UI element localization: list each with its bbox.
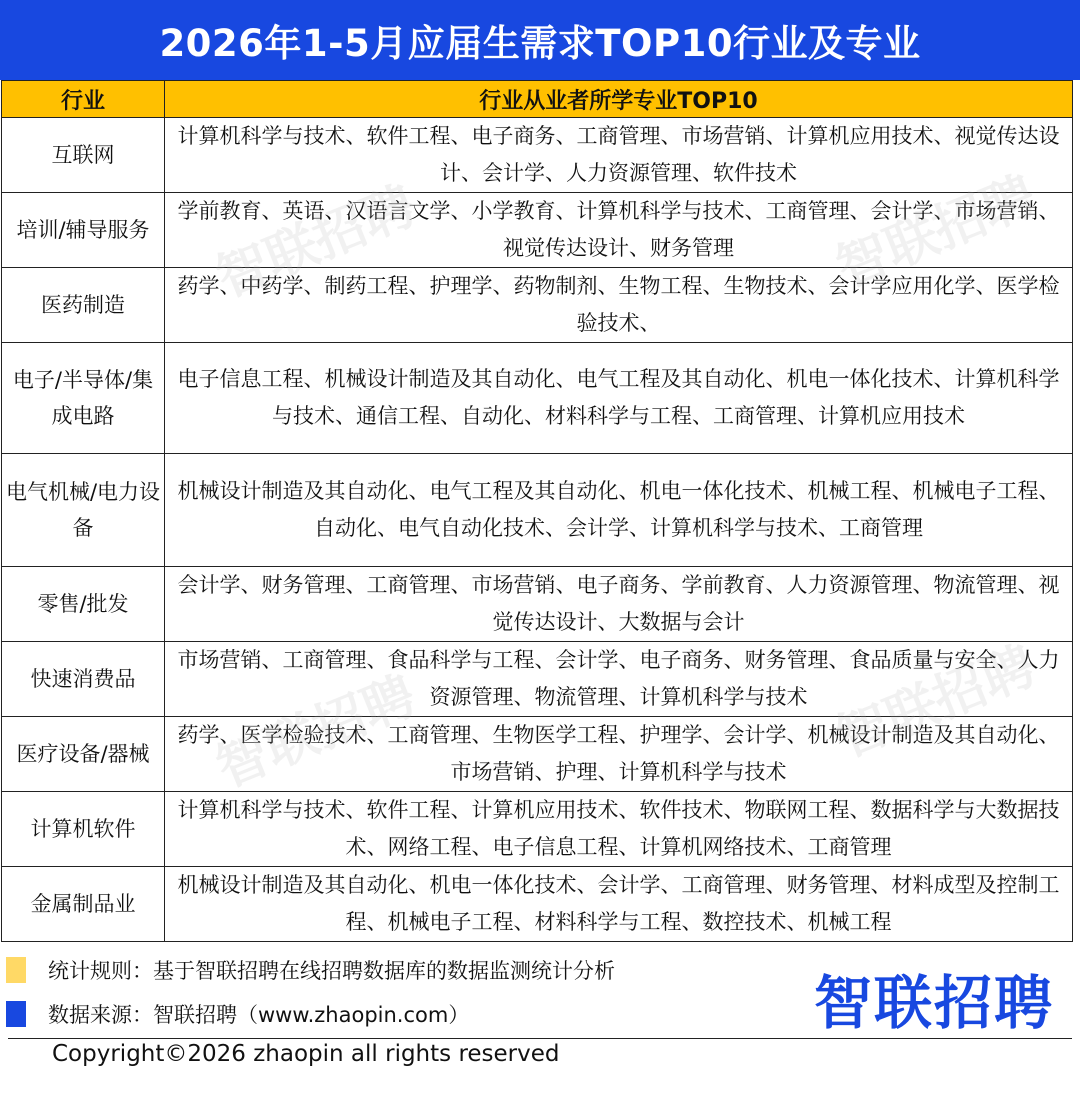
- majors-cell: 药学、医学检验技术、工商管理、生物医学工程、护理学、会计学、机械设计制造及其自动化、市场营销、护理、计算机科学与技术: [165, 717, 1073, 792]
- stat-rule-text: 统计规则：基于智联招聘在线招聘数据库的数据监测统计分析: [48, 959, 615, 983]
- industry-cell: 培训/辅导服务: [2, 193, 165, 268]
- majors-cell: 市场营销、工商管理、食品科学与工程、会计学、电子商务、财务管理、食品质量与安全、人力资源管理、物流管理、计算机科学与技术: [165, 642, 1073, 717]
- table-row: [2, 343, 1073, 454]
- industry-majors-table: [1, 80, 1073, 942]
- industry-cell: 医疗设备/器械: [2, 717, 165, 792]
- industry-cell: 电气机械/电力设备: [2, 454, 165, 567]
- table-row: [2, 642, 1073, 717]
- footer-divider: [8, 1038, 1072, 1039]
- majors-cell: 机械设计制造及其自动化、机电一体化技术、会计学、工商管理、财务管理、材料成型及控制工程、机械电子工程、材料科学与工程、数控技术、机械工程: [165, 867, 1073, 942]
- data-source-note: [6, 994, 469, 1034]
- table-row: [2, 118, 1073, 193]
- majors-cell: 计算机科学与技术、软件工程、计算机应用技术、软件技术、物联网工程、数据科学与大数据技术、网络工程、电子信息工程、计算机网络技术、工商管理: [165, 792, 1073, 867]
- watermark: 智联招聘: [208, 175, 424, 310]
- industry-cell: 计算机软件: [2, 792, 165, 867]
- table-header-row: [2, 81, 1073, 118]
- industry-cell: 零售/批发: [2, 567, 165, 642]
- table-row: [2, 867, 1073, 942]
- page-title: 2026年1-5月应届生需求TOP10行业及专业: [0, 0, 1080, 80]
- table-row: [2, 717, 1073, 792]
- industry-cell: 医药制造: [2, 268, 165, 343]
- majors-cell: 学前教育、英语、汉语言文学、小学教育、计算机科学与技术、工商管理、会计学、市场营销、视觉传达设计、财务管理: [165, 193, 1073, 268]
- footer-notes: [0, 938, 1074, 1038]
- majors-cell: 药学、中药学、制药工程、护理学、药物制剂、生物工程、生物技术、会计学应用化学、医学检验技术、: [165, 268, 1073, 343]
- watermark: 智联招聘: [208, 665, 424, 800]
- majors-cell: 计算机科学与技术、软件工程、电子商务、工商管理、市场营销、计算机应用技术、视觉传达设计、会计学、人力资源管理、软件技术: [165, 118, 1073, 193]
- table-row: [2, 193, 1073, 268]
- industry-cell: 快速消费品: [2, 642, 165, 717]
- majors-cell: 机械设计制造及其自动化、电气工程及其自动化、机电一体化技术、机械工程、机械电子工程、自动化、电气自动化技术、会计学、计算机科学与技术、工商管理: [165, 454, 1073, 567]
- industry-cell: 电子/半导体/集成电路: [2, 343, 165, 454]
- table-row: [2, 567, 1073, 642]
- table-row: [2, 454, 1073, 567]
- column-header-majors: 行业从业者所学专业TOP10: [165, 81, 1073, 118]
- rule-marker: [6, 957, 26, 983]
- watermark: 智联招聘: [828, 165, 1044, 300]
- source-marker: [6, 1001, 26, 1027]
- column-header-industry: 行业: [2, 81, 165, 118]
- industry-cell: 金属制品业: [2, 867, 165, 942]
- table-row: [2, 792, 1073, 867]
- data-source-text: 数据来源：智联招聘（www.zhaopin.com）: [48, 1003, 470, 1027]
- watermark: 智联招聘: [828, 635, 1044, 770]
- majors-cell: 会计学、财务管理、工商管理、市场营销、电子商务、学前教育、人力资源管理、物流管理、视觉传达设计、大数据与会计: [165, 567, 1073, 642]
- brand-logo: 智联招聘: [813, 969, 1054, 1037]
- industry-cell: 互联网: [2, 118, 165, 193]
- copyright-text: Copyright©2026 zhaopin all rights reserved: [52, 1041, 560, 1067]
- majors-cell: 电子信息工程、机械设计制造及其自动化、电气工程及其自动化、机电一体化技术、计算机科学与技术、通信工程、自动化、材料科学与工程、工商管理、计算机应用技术: [165, 343, 1073, 454]
- stat-rule-note: [6, 950, 615, 990]
- table-row: [2, 268, 1073, 343]
